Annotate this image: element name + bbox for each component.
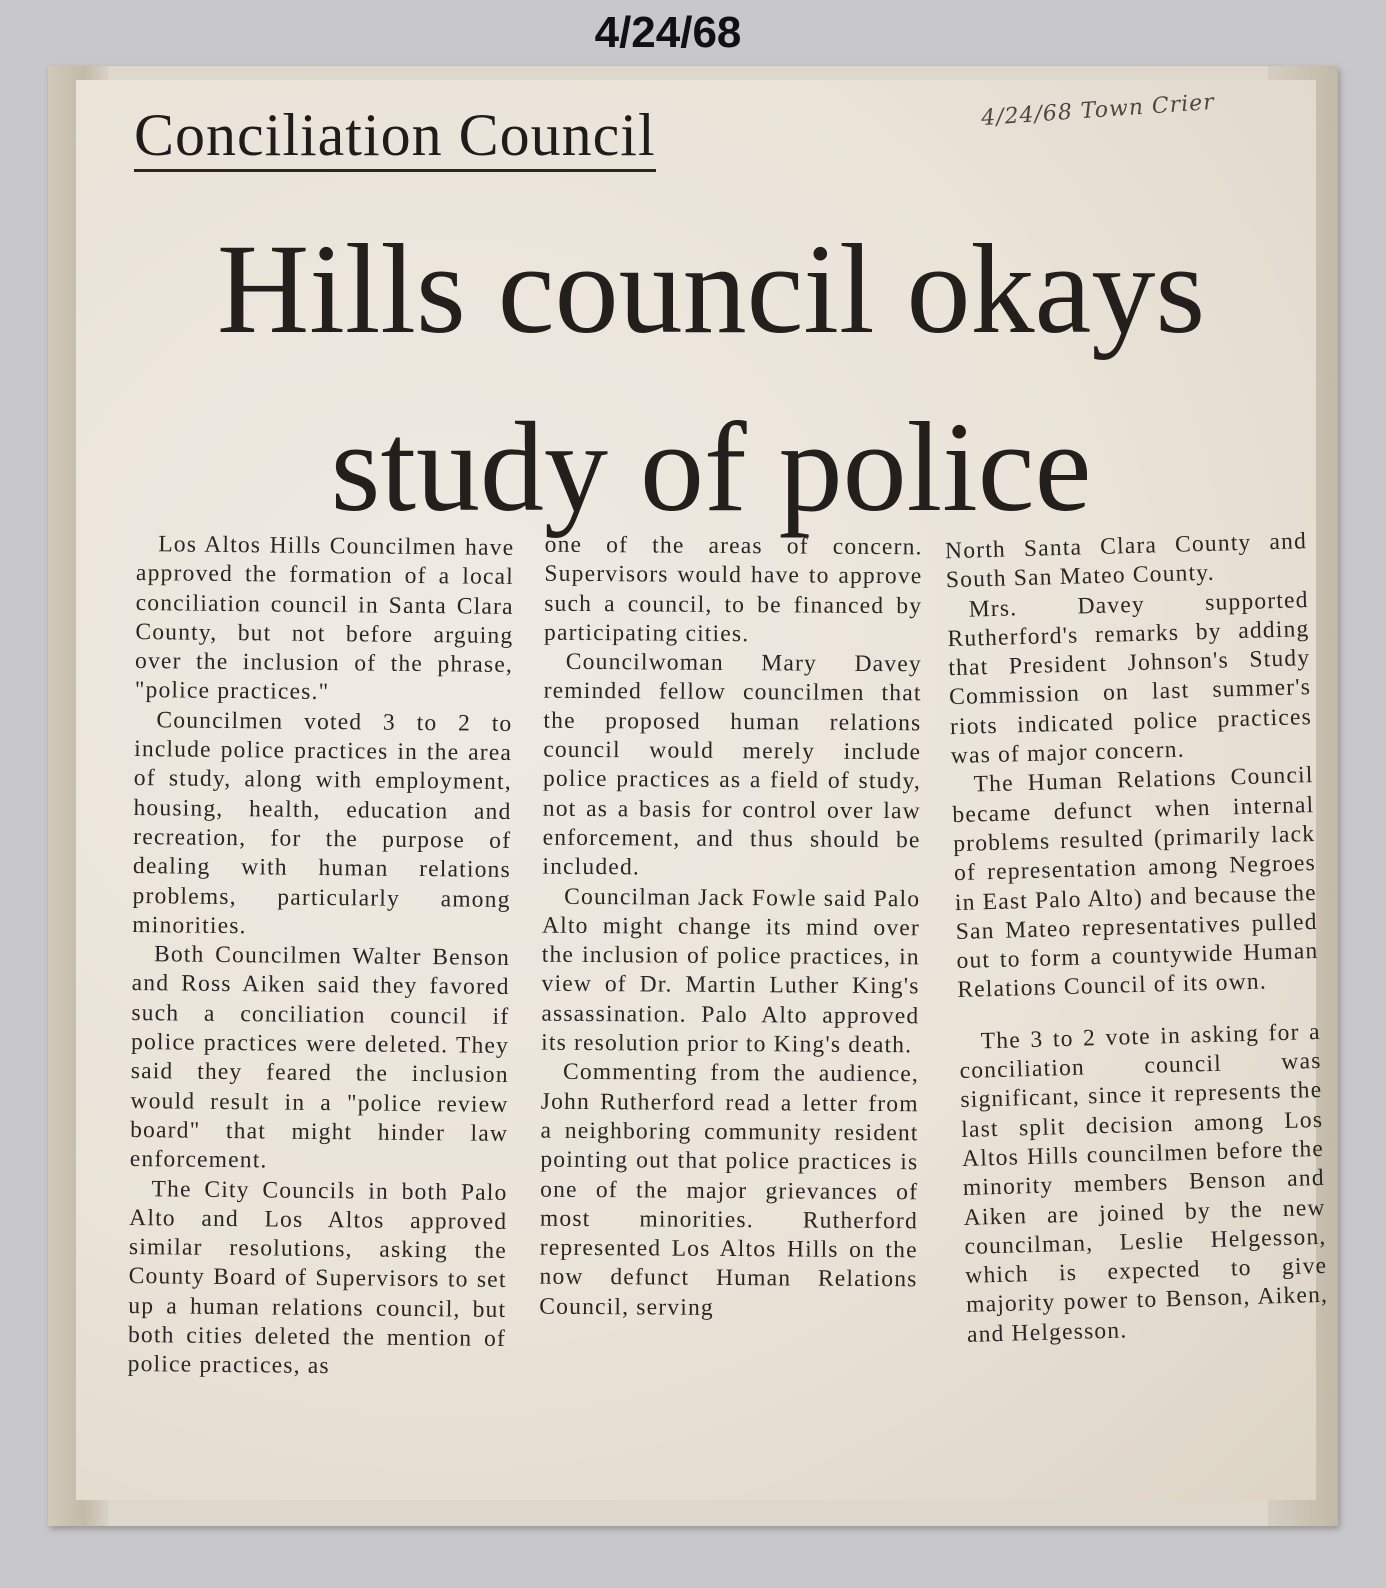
paragraph: Councilman Jack Fowle said Palo Alto might change its mind over the inclusion of police practices, in view of Dr. Martin Luther King's assassination. Palo Alto approved its resolution prior to King's death. — [541, 883, 921, 1059]
paragraph: one of the areas of concern. Supervisors would have to approve such a council, to be financed by participating cities. — [543, 531, 923, 648]
article-column-1 — [128, 530, 515, 1384]
paragraph: Both Councilmen Walter Benson and Ross Aiken said they favored such a conciliation council if police practices were deleted. They said they feared the inclusion would result in a "police review board" that might hinder law enforcement. — [129, 941, 511, 1174]
headline — [136, 200, 1286, 556]
date-heading: 4/24/68 — [594, 8, 742, 57]
paragraph: Los Altos Hills Councilmen have approved the formation of a local conciliation council in Santa Clara County, but not before arguing over the inclusion of the phrase, "police practices." — [134, 531, 515, 706]
article-column-3 — [945, 527, 1330, 1350]
headline-line-2: study of police — [330, 396, 1092, 538]
paragraph: The City Councils in both Palo Alto and Los Altos approved similar resolutions, asking the County Board of Supervisors to set up a human relations council, but both cities deleted the mention of police practices, as — [127, 1175, 508, 1380]
paragraph: North Santa Clara County and South San Mateo County. — [944, 528, 1308, 594]
paragraph: The Human Relations Council became defunct when internal problems resulted (primarily lack of representation among Negroes in East Palo Alto) and because the San Mateo representatives pulled out to form a countywide Human Relations Council of its own. — [952, 762, 1319, 1004]
paragraph: Commenting from the audience, John Rutherford read a letter from a neighboring community resident pointing out that police practices is one of the major grievances of most minorities. Rutherford represented Los Altos Hills on the now defunct Human Relations Council, serving — [539, 1059, 920, 1321]
newsprint — [76, 80, 1329, 1500]
paragraph: Councilwoman Mary Davey reminded fellow councilmen that the proposed human relations council would merely include police practices as a field of study, not as a basis for control over law enforcement, and thus should be included. — [542, 649, 922, 881]
paragraph: Councilmen voted 3 to 2 to include police practices in the area of study, along with employment, housing, health, education and recreation, for the purpose of dealing with human relations problems, particularly among minorities. — [132, 707, 513, 940]
headline-line-1: Hills council okays — [216, 218, 1206, 360]
handwritten-note: 4/24/68 Town Crier — [980, 89, 1216, 132]
paragraph: Mrs. Davey supported Rutherford's remarks by adding that President Johnson's Study Commission on last summer's riots indicated police practices was of major concern. — [947, 586, 1313, 770]
section-kicker: Conciliation Council — [134, 104, 656, 172]
paragraph: The 3 to 2 vote in asking for a conciliation council was significant, since it represents the last split decision among Los Altos Hills councilmen before the minority members Benson and Aiken are joined by the new councilman, Leslie Helgesson, which is expected to give majority power to Benson, Aiken, and Helgesson. — [959, 1018, 1329, 1348]
newspaper-clipping — [48, 66, 1338, 1526]
article-column-2 — [539, 531, 923, 1325]
